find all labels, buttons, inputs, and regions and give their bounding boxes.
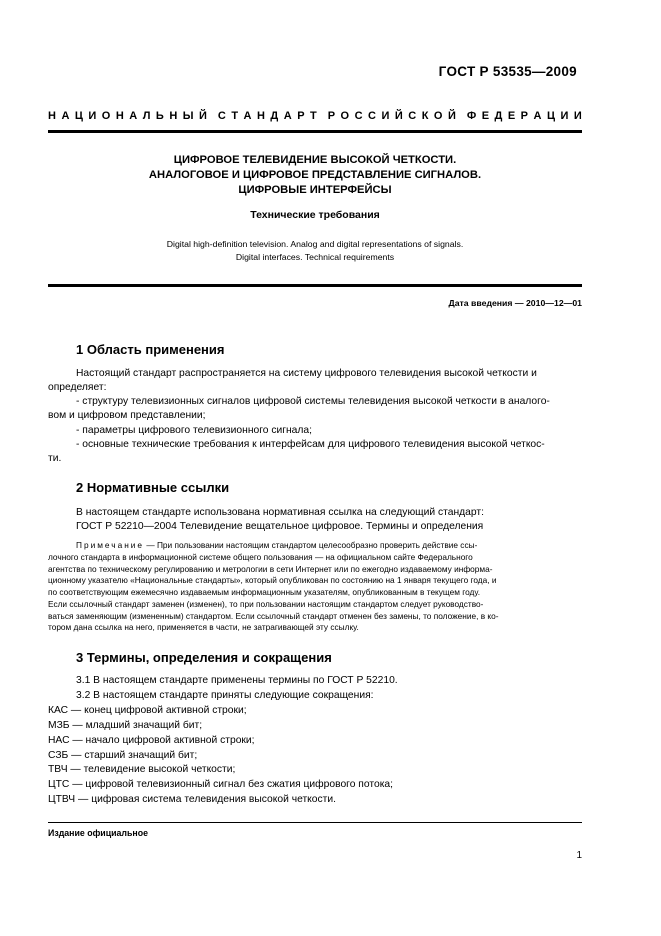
banner-letter: Д xyxy=(270,110,279,122)
banner-letter: Т xyxy=(310,110,317,122)
banner-letter: С xyxy=(217,110,226,122)
note-line: лочного стандарта в информационной системе общего пользования — на официальном сайте Федерального xyxy=(48,552,473,562)
banner-letter: Ы xyxy=(182,110,194,122)
section-3-heading: 3 Термины, определения и сокращения xyxy=(76,650,332,665)
section-2-heading: 2 Нормативные ссылки xyxy=(76,480,230,495)
national-standard-banner xyxy=(48,110,582,122)
gost-number: ГОСТ Р 53535—2009 xyxy=(438,64,577,79)
section-3-line: ЦТС — цифровой телевизионный сигнал без сжатия цифрового потока; xyxy=(48,779,394,791)
document-subtitle: Технические требования xyxy=(250,209,380,221)
note-line: ционному указателю «Национальные стандарты», который опубликован по состоянию на 1 января текущего года, и xyxy=(48,575,497,586)
section-1-item-1-cont: вом и цифровом представлении; xyxy=(48,410,206,421)
note-line: по соответствующим ежемесячно издаваемым информационным указателям, опубликованным в текущем году. xyxy=(48,587,481,598)
section-1-para-line-1: Настоящий стандарт распространяется на систему цифрового телевидения высокой четкости и xyxy=(76,368,537,379)
section-3-line: МЗБ — младший значащий бит; xyxy=(48,719,203,731)
section-3-line: СЗБ — старший значащий бит; xyxy=(48,749,198,761)
section-3-list xyxy=(48,674,398,808)
english-title-line-1: Digital high-definition television. Analog and digital representations of signals. xyxy=(166,239,464,249)
section-3-line: НАС — начало цифровой активной строки; xyxy=(48,734,255,746)
note-line: тором дана ссылка на него, применяется в части, не затрагивающей эту ссылку. xyxy=(48,622,359,633)
footer-rule xyxy=(48,822,582,823)
middle-rule xyxy=(48,284,582,287)
note-line: агентства по техническому регулированию и метрологии в сети Интернет или по ежегодно издаваемому информа- xyxy=(48,563,493,574)
banner-letter: Й xyxy=(394,110,403,122)
banner-letter: Е xyxy=(481,110,490,122)
section-1-item-3-cont: ти. xyxy=(48,453,62,464)
section-2-note-body xyxy=(48,552,582,634)
banner-letter: Ь xyxy=(155,110,164,122)
banner-letter: Н xyxy=(256,110,265,122)
banner-letter: С xyxy=(408,110,417,122)
banner-letter: Й xyxy=(199,110,207,122)
section-3-line: 3.2 В настоящем стандарте приняты следующие сокращения: xyxy=(76,689,374,701)
banner-letter: Н xyxy=(115,110,124,122)
section-2-reference: ГОСТ Р 52210—2004 Телевидение вещательное цифровое. Термины и определения xyxy=(76,521,484,532)
intro-date: Дата введения — 2010—12—01 xyxy=(448,298,582,308)
section-2-note-first xyxy=(76,540,582,552)
edition-label: Издание официальное xyxy=(48,828,148,838)
section-1-para-line-2: определяет: xyxy=(48,382,107,393)
banner-letter: А xyxy=(283,110,292,122)
banner-letter: Т xyxy=(231,110,239,122)
section-3-line: КАС — конец цифровой активной строки; xyxy=(48,704,247,716)
banner-letter: Й xyxy=(447,110,456,122)
banner-letter: Ф xyxy=(466,110,477,122)
banner-letter: И xyxy=(573,110,582,122)
banner-letter: Д xyxy=(494,110,503,122)
banner-letter: Ц xyxy=(546,110,555,122)
banner-letter: Н xyxy=(169,110,178,122)
note-line: Если ссылочный стандарт заменен (изменен), то при пользовании настоящим стандартом следует руководство- xyxy=(48,598,484,609)
banner-letter: А xyxy=(129,110,138,122)
banner-letter: Р xyxy=(327,110,336,122)
english-title xyxy=(48,238,582,264)
section-1-item-1: - структуру телевизионных сигналов цифровой системы телевидения высокой четкости в аналого- xyxy=(76,396,550,407)
title-line-3: ЦИФРОВЫЕ ИНТЕРФЕЙСЫ xyxy=(238,184,392,196)
section-3-line: ЦТВЧ — цифровая система телевидения высокой четкости. xyxy=(48,794,336,806)
banner-letter: С xyxy=(368,110,376,122)
page-number: 1 xyxy=(576,850,582,861)
note-label: Примечание xyxy=(76,540,145,550)
english-title-line-2: Digital interfaces. Technical requirements xyxy=(235,252,395,262)
note-line: ваться заменяющим (измененным) стандартом. Если ссылочный стандарт отменен без замены, то положение, в ко- xyxy=(48,610,499,621)
section-1-item-3: - основные технические требования к интерфейсам для цифрового телевидения высокой четкос- xyxy=(76,439,545,450)
section-2-para: В настоящем стандарте использована нормативная ссылка на следующий стандарт: xyxy=(76,507,484,518)
banner-letter: О xyxy=(340,110,350,122)
document-title xyxy=(48,153,582,198)
banner-letter: А xyxy=(61,110,70,122)
banner-letter: С xyxy=(354,110,363,122)
banner-letter: О xyxy=(101,110,111,122)
banner-letter: А xyxy=(533,110,542,122)
section-1-heading: 1 Область применения xyxy=(76,342,225,357)
title-line-2: АНАЛОГОВОЕ И ЦИФРОВОЕ ПРЕДСТАВЛЕНИЕ СИГНАЛОВ. xyxy=(148,169,482,181)
banner-letter: Р xyxy=(520,110,529,122)
banner-letter: И xyxy=(381,110,390,122)
title-line-1: ЦИФРОВОЕ ТЕЛЕВИДЕНИЕ ВЫСОКОЙ ЧЕТКОСТИ. xyxy=(173,154,457,166)
banner-letter: О xyxy=(433,110,443,122)
section-3-line: ТВЧ — телевидение высокой четкости; xyxy=(48,764,236,776)
banner-letter: И xyxy=(88,110,97,122)
banner-letter: К xyxy=(421,110,429,122)
section-3-line: 3.1 В настоящем стандарте применены термины по ГОСТ Р 52210. xyxy=(76,675,398,686)
note-first-line: — При пользовании настоящим стандартом целесообразно проверить действие ссы- xyxy=(146,540,478,550)
top-rule xyxy=(48,130,582,133)
banner-letter: И xyxy=(560,110,569,122)
section-1-item-2: - параметры цифрового телевизионного сигнала; xyxy=(76,425,313,436)
banner-letter: Н xyxy=(48,110,56,122)
banner-letter: Ц xyxy=(74,110,83,122)
banner-letter: Р xyxy=(297,110,305,122)
banner-letter: А xyxy=(243,110,252,122)
banner-letter: Е xyxy=(507,110,516,122)
banner-letter: Л xyxy=(142,110,151,122)
